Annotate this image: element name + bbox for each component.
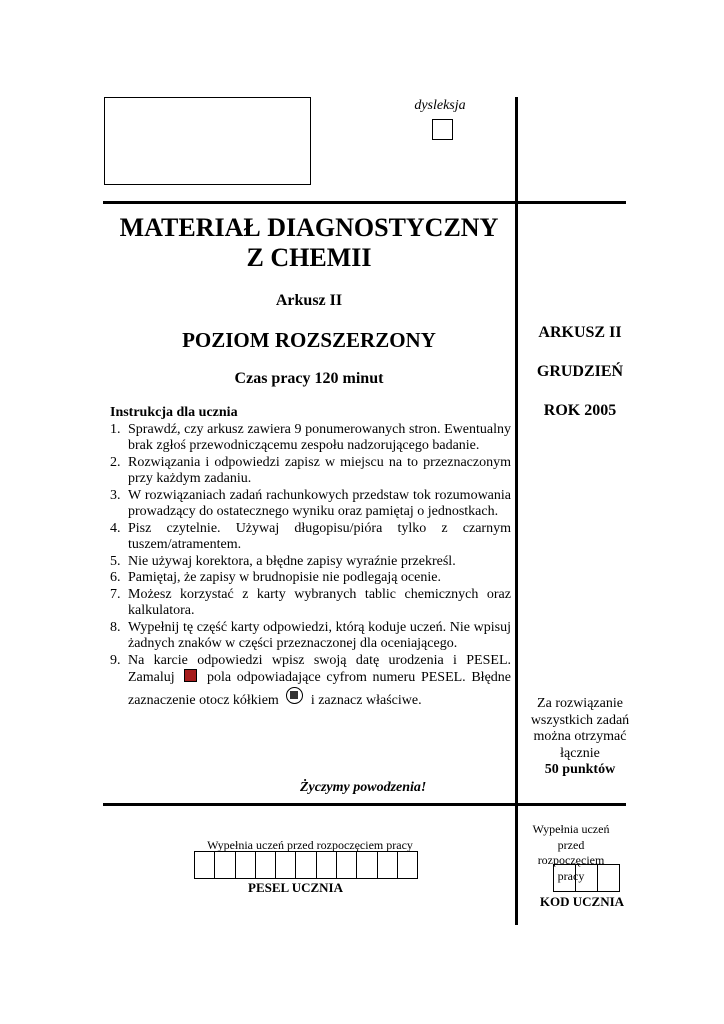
instruction-text: Na karcie odpowiedzi wpisz swoją datę urodzenia i PESEL. Zamaluj <box>128 652 511 685</box>
instruction-item <box>110 620 511 653</box>
instruction-number: 6. <box>110 570 121 585</box>
instruction-text: W rozwiązaniach zadań rachunkowych przedstaw tok rozumowania prowadzący do ostatecznego wyniku oraz pamiętaj o jednostkach. <box>128 487 511 519</box>
pesel-digit-cell[interactable] <box>195 852 215 878</box>
points-total: 50 punktów <box>544 762 616 777</box>
school-stamp-box <box>104 97 311 185</box>
points-text: Za rozwiązanie <box>537 696 623 711</box>
dyslexia-checkbox[interactable] <box>432 119 453 140</box>
caption-text: przed rozpoczęciem <box>537 837 605 867</box>
instruction-item <box>110 422 511 455</box>
instruction-item <box>110 488 511 521</box>
circled-square-icon <box>286 687 303 704</box>
side-month: GRUDZIEŃ <box>536 363 624 380</box>
student-code-cell[interactable] <box>576 865 598 891</box>
pesel-digit-cell[interactable] <box>296 852 316 878</box>
instruction-text: Pamiętaj, że zapisy w brudnopisie nie podlegają ocenie. <box>128 570 441 585</box>
dyslexia-label: dysleksja <box>414 98 466 113</box>
title-line-2: Z CHEMII <box>246 243 372 272</box>
instruction-text: Sprawdź, czy arkusz zawiera 9 ponumerowanych stron. Ewentualny brak zgłoś przewodniczącemu zespołu nadzorującego badanie. <box>128 421 511 453</box>
instruction-item <box>110 587 511 620</box>
time-limit: Czas pracy 120 minut <box>234 370 384 387</box>
student-code-label: KOD UCZNIA <box>539 894 625 909</box>
bottom-divider <box>103 803 626 806</box>
pesel-digit-cell[interactable] <box>236 852 256 878</box>
points-text: wszystkich zadań <box>530 712 630 728</box>
pesel-grid <box>194 851 418 879</box>
instruction-number: 3. <box>110 487 121 503</box>
instruction-number: 4. <box>110 520 121 536</box>
instruction-number: 9. <box>110 652 121 668</box>
instruction-text: Rozwiązania i odpowiedzi zapisz w miejscu na to przeznaczonym przy każdym zadaniu. <box>128 454 511 486</box>
sheet-label: Arkusz II <box>275 292 343 309</box>
pesel-digit-cell[interactable] <box>256 852 276 878</box>
side-year: ROK 2005 <box>543 402 617 419</box>
instruction-text: Nie używaj korektora, a błędne zapisy wyraźnie przekreśl. <box>128 553 456 569</box>
instruction-item <box>110 521 511 554</box>
pesel-caption: Wypełnia uczeń przed rozpoczęciem pracy <box>207 838 413 852</box>
level-title: POZIOM ROZSZERZONY <box>182 328 436 352</box>
pesel-digit-cell[interactable] <box>337 852 357 878</box>
student-code-cell[interactable] <box>598 865 620 891</box>
instruction-number: 1. <box>110 421 121 437</box>
instruction-number: 8. <box>110 619 121 635</box>
instruction-item <box>110 653 511 710</box>
top-divider <box>103 201 626 204</box>
instructions-list <box>110 422 511 653</box>
pesel-digit-cell[interactable] <box>357 852 377 878</box>
vertical-divider <box>515 97 518 925</box>
good-luck-message: Życzymy powodzenia! <box>300 780 427 795</box>
instruction-item <box>110 554 511 571</box>
caption-text: Wypełnia uczeń <box>532 822 610 836</box>
points-info <box>524 696 636 779</box>
page-title <box>104 213 514 273</box>
instruction-text: i zaznacz właściwe. <box>310 692 422 708</box>
student-code-grid <box>553 864 620 892</box>
pesel-digit-cell[interactable] <box>398 852 418 878</box>
points-text: można otrzymać <box>533 729 627 744</box>
pesel-label: PESEL UCZNIA <box>248 880 343 895</box>
title-line-1: MATERIAŁ DIAGNOSTYCZNY <box>119 213 499 242</box>
instruction-number: 2. <box>110 454 121 470</box>
student-code-cell[interactable] <box>554 865 576 891</box>
pesel-digit-cell[interactable] <box>215 852 235 878</box>
side-sheet-label: ARKUSZ II <box>538 324 622 341</box>
pesel-digit-cell[interactable] <box>276 852 296 878</box>
filled-square-icon <box>184 669 197 682</box>
instruction-number: 7. <box>110 586 121 602</box>
caption-text: pracy <box>557 868 585 883</box>
instruction-number: 5. <box>110 553 121 569</box>
points-text: łącznie <box>560 745 600 761</box>
instruction-text: Wypełnij tę część karty odpowiedzi, którą koduje uczeń. Nie wpisuj żadnych znaków w części przeznaczonej dla oceniającego. <box>128 619 511 651</box>
instructions-list-item9 <box>110 653 511 710</box>
instruction-item <box>110 570 511 587</box>
instruction-text: Możesz korzystać z karty wybranych tablic chemicznych oraz kalkulatora. <box>128 586 511 618</box>
instruction-text: pola odpowiadające cyfrom numeru PESEL. Błędne zaznaczenie otocz kółkiem <box>128 670 511 708</box>
instructions <box>110 405 511 709</box>
instruction-item <box>110 455 511 488</box>
instructions-heading: Instrukcja dla ucznia <box>110 405 238 420</box>
pesel-digit-cell[interactable] <box>317 852 337 878</box>
pesel-digit-cell[interactable] <box>378 852 398 878</box>
instruction-text: Pisz czytelnie. Używaj długopisu/pióra tylko z czarnym tuszem/atramentem. <box>128 520 511 552</box>
